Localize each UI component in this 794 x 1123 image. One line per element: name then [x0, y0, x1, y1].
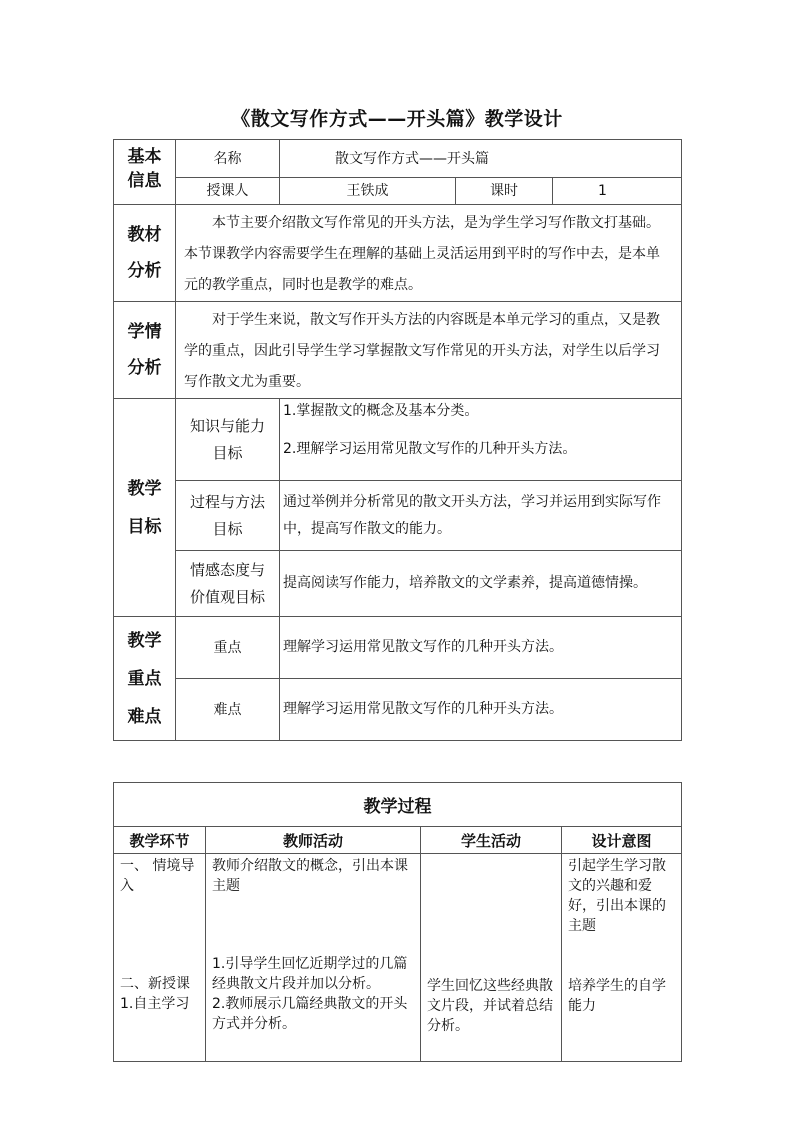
name-value: 散文写作方式——开头篇 — [280, 140, 682, 178]
stage-cell — [114, 854, 206, 1062]
learner-text: 对于学生来说，散文写作开头方法的内容既是本单元学习的重点，又是教学的重点，因此引导学生学习掌握散文写作常见的开头方法，对学生以后学习写作散文尤为重要。 — [176, 302, 682, 399]
lesson-plan-table — [113, 139, 682, 741]
teacher-activity-intro: 教师介绍散文的概念，引出本课主题 — [212, 858, 408, 894]
intent-cell — [562, 854, 682, 1062]
teacher-activity-step2: 2.教师展示几篇经典散文的开头方式并分析。 — [212, 996, 408, 1032]
intent-intro: 引起学生学习散文的兴趣和爱好，引出本课的主题 — [568, 858, 666, 934]
key-label: 重点 — [176, 617, 280, 679]
goal-knowledge-text: 1.掌握散文的概念及基本分类。 2.理解学习运用常见散文写作的几种开头方法。 — [280, 399, 682, 481]
keypoints-label: 教学重点难点 — [114, 617, 176, 741]
intent-self-study: 培养学生的自学能力 — [568, 978, 666, 1014]
material-text: 本节主要介绍散文写作常见的开头方法，是为学生学习写作散文打基础。本节课教学内容需要学生在理解的基础上灵活运用到平时的写作中去，是本单元的教学重点，同时也是教学的难点。 — [176, 205, 682, 302]
goal-attitude-text: 提高阅读写作能力，培养散文的文学素养，提高道德情操。 — [280, 551, 682, 617]
goals-label: 教学目标 — [114, 399, 176, 617]
col-header-teacher: 教师活动 — [206, 827, 421, 854]
material-label: 教材分析 — [114, 205, 176, 302]
student-activity-text: 学生回忆这些经典散文片段，并试着总结分析。 — [427, 978, 553, 1034]
learner-label: 学情分析 — [114, 302, 176, 399]
period-label: 课时 — [456, 178, 553, 205]
col-header-student: 学生活动 — [421, 827, 562, 854]
goal-knowledge-label: 知识与能力目标 — [176, 399, 280, 481]
teacher-activity-step1: 1.引导学生回忆近期学过的几篇经典散文片段并加以分析。 — [212, 956, 408, 992]
name-label: 名称 — [176, 140, 280, 178]
difficulty-label: 难点 — [176, 679, 280, 741]
col-header-stage: 教学环节 — [114, 827, 206, 854]
difficulty-text: 理解学习运用常见散文写作的几种开头方法。 — [280, 679, 682, 741]
basic-info-label: 基本信息 — [114, 140, 176, 205]
teacher-label: 授课人 — [176, 178, 280, 205]
goal-process-text: 通过举例并分析常见的散文开头方法，学习并运用到实际写作中，提高写作散文的能力。 — [280, 481, 682, 551]
goal-process-label: 过程与方法目标 — [176, 481, 280, 551]
teacher-activity-cell — [206, 854, 421, 1062]
goal-attitude-label: 情感态度与价值观目标 — [176, 551, 280, 617]
student-activity-cell — [421, 854, 562, 1062]
stage-self-study: 1.自主学习 — [120, 996, 190, 1012]
period-value: 1 — [553, 178, 682, 205]
process-table — [113, 782, 682, 1062]
key-text: 理解学习运用常见散文写作的几种开头方法。 — [280, 617, 682, 679]
process-title: 教学过程 — [114, 783, 682, 827]
col-header-intent: 设计意图 — [562, 827, 682, 854]
stage-intro: 一、 情境导入 — [120, 858, 195, 894]
teacher-value: 王铁成 — [280, 178, 456, 205]
document-title: 《散文写作方式——开头篇》教学设计 — [231, 108, 563, 130]
stage-new-lesson: 二、新授课 — [120, 976, 190, 992]
